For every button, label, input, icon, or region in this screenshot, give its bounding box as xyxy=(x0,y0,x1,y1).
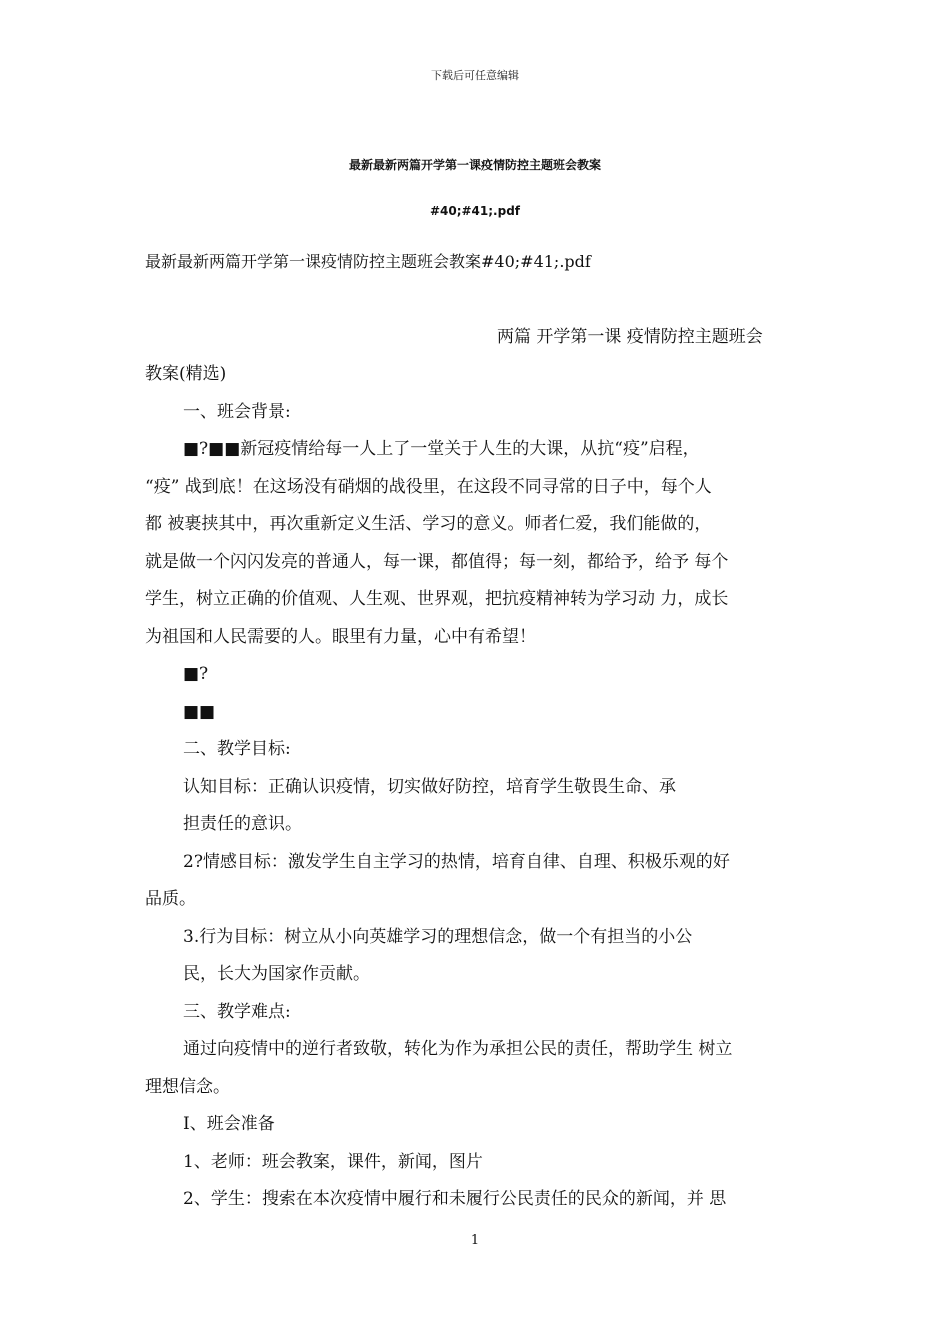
section-heading: I、班会准备 xyxy=(183,1114,275,1134)
body-line: 两篇 开学第一课 疫情防控主题班会 xyxy=(497,327,763,347)
body-line: 2?情感目标：激发学生自主学习的热情，培育自律、自理、积极乐观的好 xyxy=(183,852,730,872)
body-line: 通过向疫情中的逆行者致敬，转化为作为承担公民的责任，帮助学生 树立 xyxy=(183,1039,733,1059)
body-line: 认知目标：正确认识疫情，切实做好防控，培育学生敬畏生命、承 xyxy=(183,777,676,797)
body-line: “疫” 战到底！在这场没有硝烟的战役里，在这段不同寻常的日子中，每个人 xyxy=(145,477,712,497)
body-line: 教案(精选) xyxy=(145,364,227,384)
body-line: 学生，树立正确的价值观、人生观、世界观，把抗疫精神转为学习动 力，成长 xyxy=(145,589,729,609)
page-header-note: 下载后可任意编辑 xyxy=(431,69,519,82)
body-line: 2、学生：搜索在本次疫情中履行和未履行公民责任的民众的新闻，并 思 xyxy=(183,1189,727,1209)
body-line: ■■ xyxy=(183,702,216,722)
section-heading: 一、班会背景: xyxy=(183,402,291,422)
body-line: 都 被裹挟其中，再次重新定义生活、学习的意义。师者仁爱，我们能做的， xyxy=(145,514,712,534)
body-line: 理想信念。 xyxy=(145,1077,230,1097)
body-line: 就是做一个闪闪发亮的普通人，每一课，都值得；每一刻，都给予，给予 每个 xyxy=(145,552,729,572)
section-heading: 二、教学目标: xyxy=(183,739,291,759)
body-line: 1、老师：班会教案，课件，新闻，图片 xyxy=(183,1152,483,1172)
body-line: 担责任的意识。 xyxy=(183,814,302,834)
body-line: 3.行为目标：树立从小向英雄学习的理想信念，做一个有担当的小公 xyxy=(183,927,693,947)
document-title-line-1: 最新最新两篇开学第一课疫情防控主题班会教案 xyxy=(348,158,601,172)
document-subtitle: 最新最新两篇开学第一课疫情防控主题班会教案#40;#41;.pdf xyxy=(145,252,591,271)
page-number: 1 xyxy=(470,1233,480,1248)
body-line: 民，长大为国家作贡献。 xyxy=(183,964,370,984)
section-heading: 三、教学难点: xyxy=(183,1002,291,1022)
document-title-line-2: #40;#41;.pdf xyxy=(429,204,521,218)
body-line: ■?■■新冠疫情给每一人上了一堂关于人生的大课，从抗“疫”启程， xyxy=(183,439,700,459)
body-line: ■? xyxy=(183,664,209,684)
body-line: 品质。 xyxy=(145,889,196,909)
body-line: 为祖国和人民需要的人。眼里有力量，心中有希望！ xyxy=(145,627,536,647)
